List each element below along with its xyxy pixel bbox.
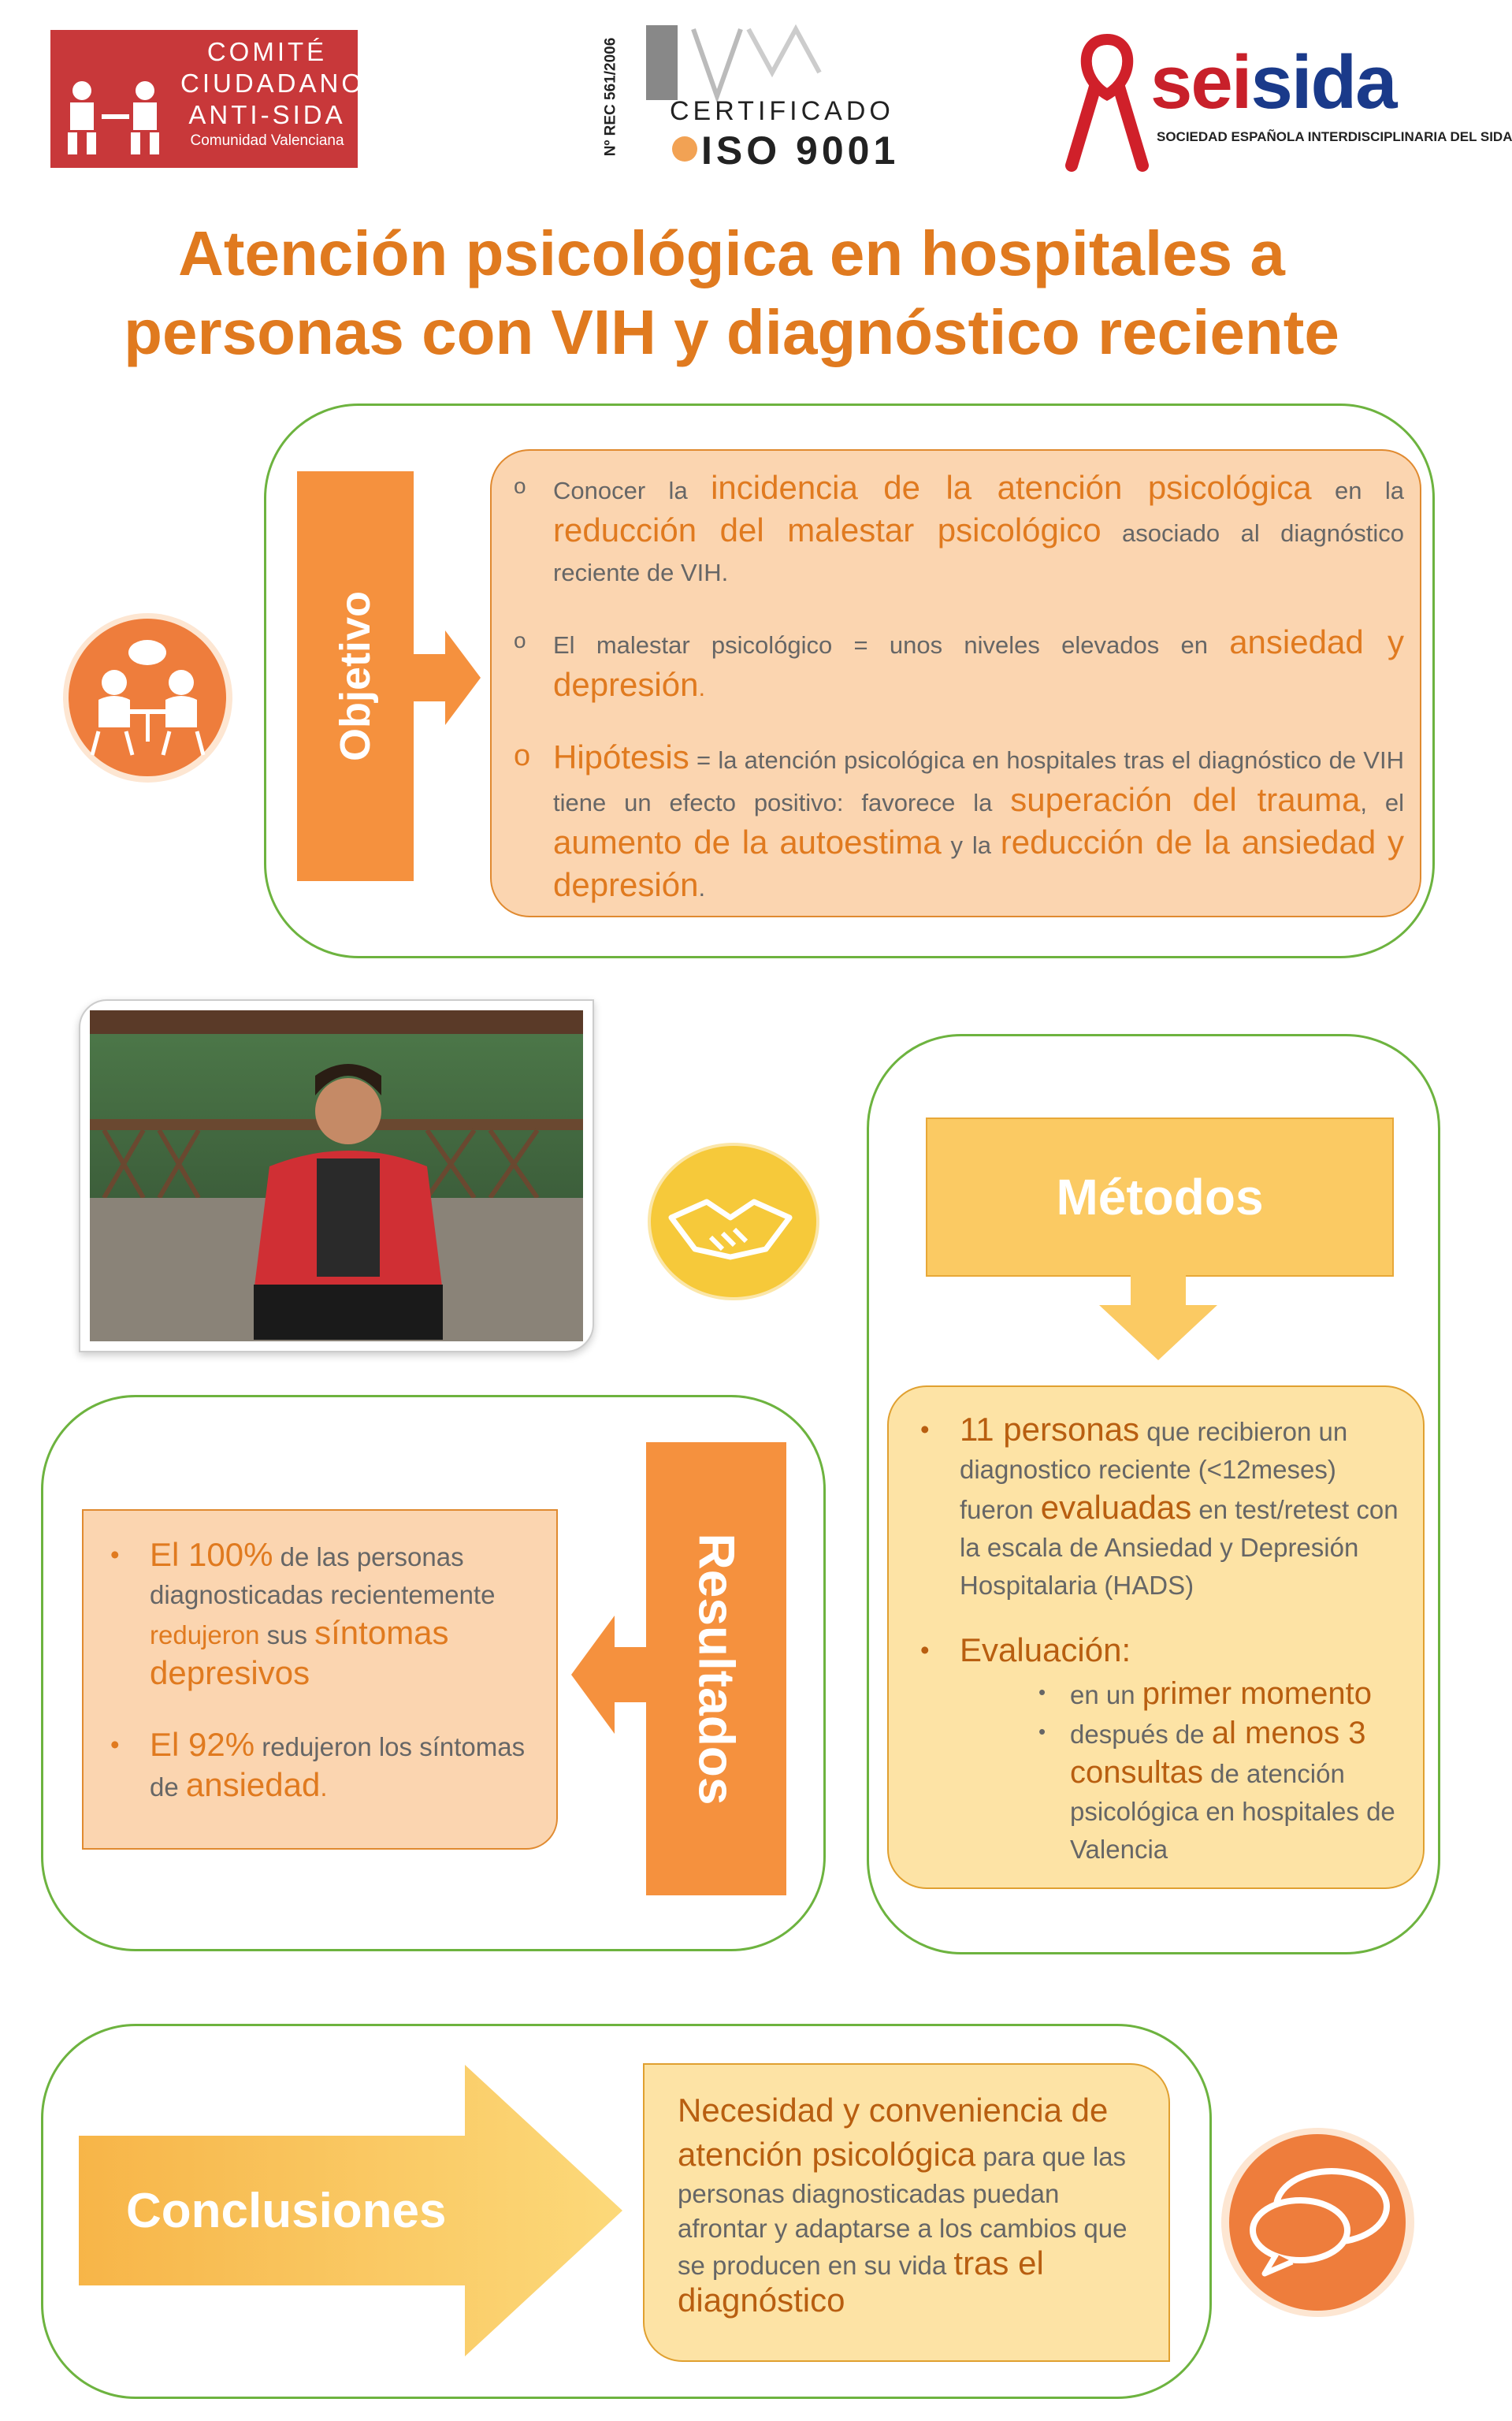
seisida-tagline: SOCIEDAD ESPAÑOLA INTERDISCIPLINARIA DEL SIDA — [1157, 129, 1512, 144]
resultados-arrow-icon — [571, 1616, 646, 1734]
objetivo-arrow-icon — [414, 630, 481, 725]
met-s2-c: de atención psicológica en hospitales de Valencia — [1070, 1759, 1395, 1864]
objetivo-p3 — [514, 738, 1404, 908]
met-b1-a: 11 personas — [960, 1411, 1140, 1448]
resultados-panel — [82, 1509, 558, 1850]
iso-dot-icon — [671, 136, 698, 162]
conclusiones-text — [678, 2088, 1150, 2320]
res-b1-e: síntomas depresivos — [150, 1614, 449, 1691]
res-b1-c: redujeron — [150, 1620, 260, 1649]
speech-bubbles-icon-wrap — [1221, 2128, 1414, 2317]
iso-number: ISO 9001 — [701, 128, 900, 173]
ccas-line1: COMITÉ — [206, 37, 328, 66]
speech-bubbles-icon — [1221, 2128, 1414, 2317]
met-s2-b: al menos 3 consultas — [1070, 1716, 1366, 1790]
conc-b: para que las personas diagnosticadas puedan afrontar y adaptarse a los cambios que se producen en su vida — [678, 2142, 1127, 2280]
obj-p1-b: incidencia de la atención psicológica — [711, 469, 1312, 506]
resultados-bullet-1 — [110, 1536, 540, 1694]
seisida-name-b: sida — [1250, 40, 1396, 125]
red-ribbon-icon — [1064, 32, 1150, 173]
obj-p2-c: . — [698, 674, 706, 701]
metodos-bullet-1 — [920, 1411, 1401, 1605]
seisida-name — [1150, 39, 1396, 126]
metodos-sub-2 — [920, 1714, 1401, 1869]
metodos-text — [920, 1411, 1401, 1869]
bullet-icon: • — [110, 1540, 120, 1569]
res-b2-b: redujeron los síntomas de — [150, 1732, 526, 1802]
conclusiones-label: Conclusiones — [126, 2184, 447, 2238]
handshake-icon-wrap — [648, 1143, 819, 1300]
ccas-line2: CIUDADANO — [180, 69, 366, 98]
conclusiones-panel — [643, 2063, 1170, 2362]
obj-p1-e: asociado al diagnóstico reciente de VIH. — [553, 519, 1405, 586]
met-s1-b: primer momento — [1142, 1676, 1372, 1711]
met-s1-a: en un — [1070, 1680, 1142, 1709]
seisida-name-a: sei — [1150, 40, 1251, 125]
obj-p3-h: . — [698, 874, 706, 902]
objetivo-panel — [490, 449, 1421, 917]
met-s2-a: después de — [1070, 1720, 1212, 1749]
res-b1-b: de las personas diagnosticadas recientemente — [150, 1542, 496, 1609]
meeting-icon — [63, 613, 232, 783]
res-b2-a: El 92% — [150, 1726, 255, 1763]
obj-p3-b: = la atención psicológica en hospitales tras el diagnóstico de VIH tiene un efecto positivo: favorece la — [553, 746, 1404, 816]
obj-p2-a: El malestar psicológico = unos niveles elevados en — [553, 631, 1230, 659]
people-figure-icon — [58, 71, 173, 158]
metodos-label-box — [926, 1118, 1394, 1277]
met-b2: Evaluación: — [960, 1631, 1131, 1668]
obj-p3-g: reducción de la ansiedad y depresión — [553, 824, 1405, 903]
title-line-2: personas con VIH y diagnóstico reciente — [124, 297, 1339, 367]
met-b1-c: evaluadas — [1040, 1489, 1192, 1526]
metodos-bullet-2 — [920, 1631, 1401, 1672]
objetivo-p2 — [514, 623, 1404, 708]
bullet-icon: • — [920, 1415, 930, 1444]
obj-p3-e: aumento de la autoestima — [553, 824, 942, 861]
metodos-arrow-icon — [1099, 1274, 1217, 1360]
ccas-line3: ANTI-SIDA — [188, 100, 346, 129]
bullet-icon: o — [514, 739, 531, 772]
res-b1-d: sus — [259, 1620, 315, 1649]
conc-a: Necesidad y conveniencia de atención psicológica — [678, 2092, 1109, 2173]
resultados-bullet-2 — [110, 1726, 540, 1806]
metodos-sub-1 — [920, 1675, 1401, 1714]
bullet-icon: o — [514, 474, 526, 498]
objetivo-text — [514, 468, 1404, 908]
ivac-mark-icon — [646, 25, 835, 100]
meeting-icon-wrap — [63, 613, 232, 783]
handshake-icon — [648, 1143, 819, 1300]
metodos-label: Métodos — [1056, 1169, 1264, 1225]
objetivo-label-bar — [297, 471, 414, 881]
obj-p3-c: superación del trauma — [1010, 781, 1361, 818]
iso-logo — [599, 25, 914, 175]
obj-p1-a: Conocer la — [553, 477, 711, 504]
bullet-icon: • — [110, 1730, 120, 1759]
res-b2-d: . — [320, 1772, 328, 1802]
resultados-text — [110, 1536, 540, 1806]
page-title — [0, 214, 1463, 372]
ccas-logo — [50, 30, 366, 168]
sub-bullet-icon: • — [1038, 1680, 1046, 1704]
bullet-icon: o — [514, 628, 526, 653]
photo-frame — [79, 999, 594, 1352]
objetivo-p1 — [514, 468, 1404, 593]
obj-p3-f: y la — [941, 831, 1001, 859]
ccas-sub: Comunidad Valenciana — [190, 132, 344, 149]
metodos-panel — [887, 1385, 1425, 1889]
title-line-1: Atención psicológica en hospitales a — [178, 218, 1285, 288]
resultados-label: Resultados — [688, 1533, 745, 1805]
obj-p3-d: , el — [1360, 789, 1404, 816]
met-b1-b: que recibieron un diagnostico reciente (<12meses) fueron — [960, 1417, 1348, 1524]
sub-bullet-icon: • — [1038, 1720, 1046, 1743]
resultados-label-bar — [646, 1442, 786, 1895]
objetivo-label: Objetivo — [332, 590, 379, 762]
person-photo-image — [80, 1001, 593, 1351]
met-b1-d: en test/retest con la escala de Ansiedad y Depresión Hospitalaria (HADS) — [960, 1495, 1399, 1600]
conc-c: tras el diagnóstico — [678, 2244, 1044, 2319]
obj-p3-a: Hipótesis — [553, 738, 689, 775]
bullet-icon: • — [920, 1635, 930, 1664]
iso-rec-number: Nº REC 561/2006 — [602, 37, 619, 157]
obj-p2-b: ansiedad y depresión — [553, 623, 1404, 703]
res-b2-c: ansiedad — [185, 1766, 321, 1803]
obj-p1-d: reducción del malestar psicológico — [553, 511, 1101, 549]
seisida-logo — [1064, 32, 1512, 173]
iso-cert-label: CERTIFICADO — [670, 96, 894, 126]
obj-p1-c: en la — [1311, 477, 1404, 504]
res-b1-a: El 100% — [150, 1536, 273, 1573]
